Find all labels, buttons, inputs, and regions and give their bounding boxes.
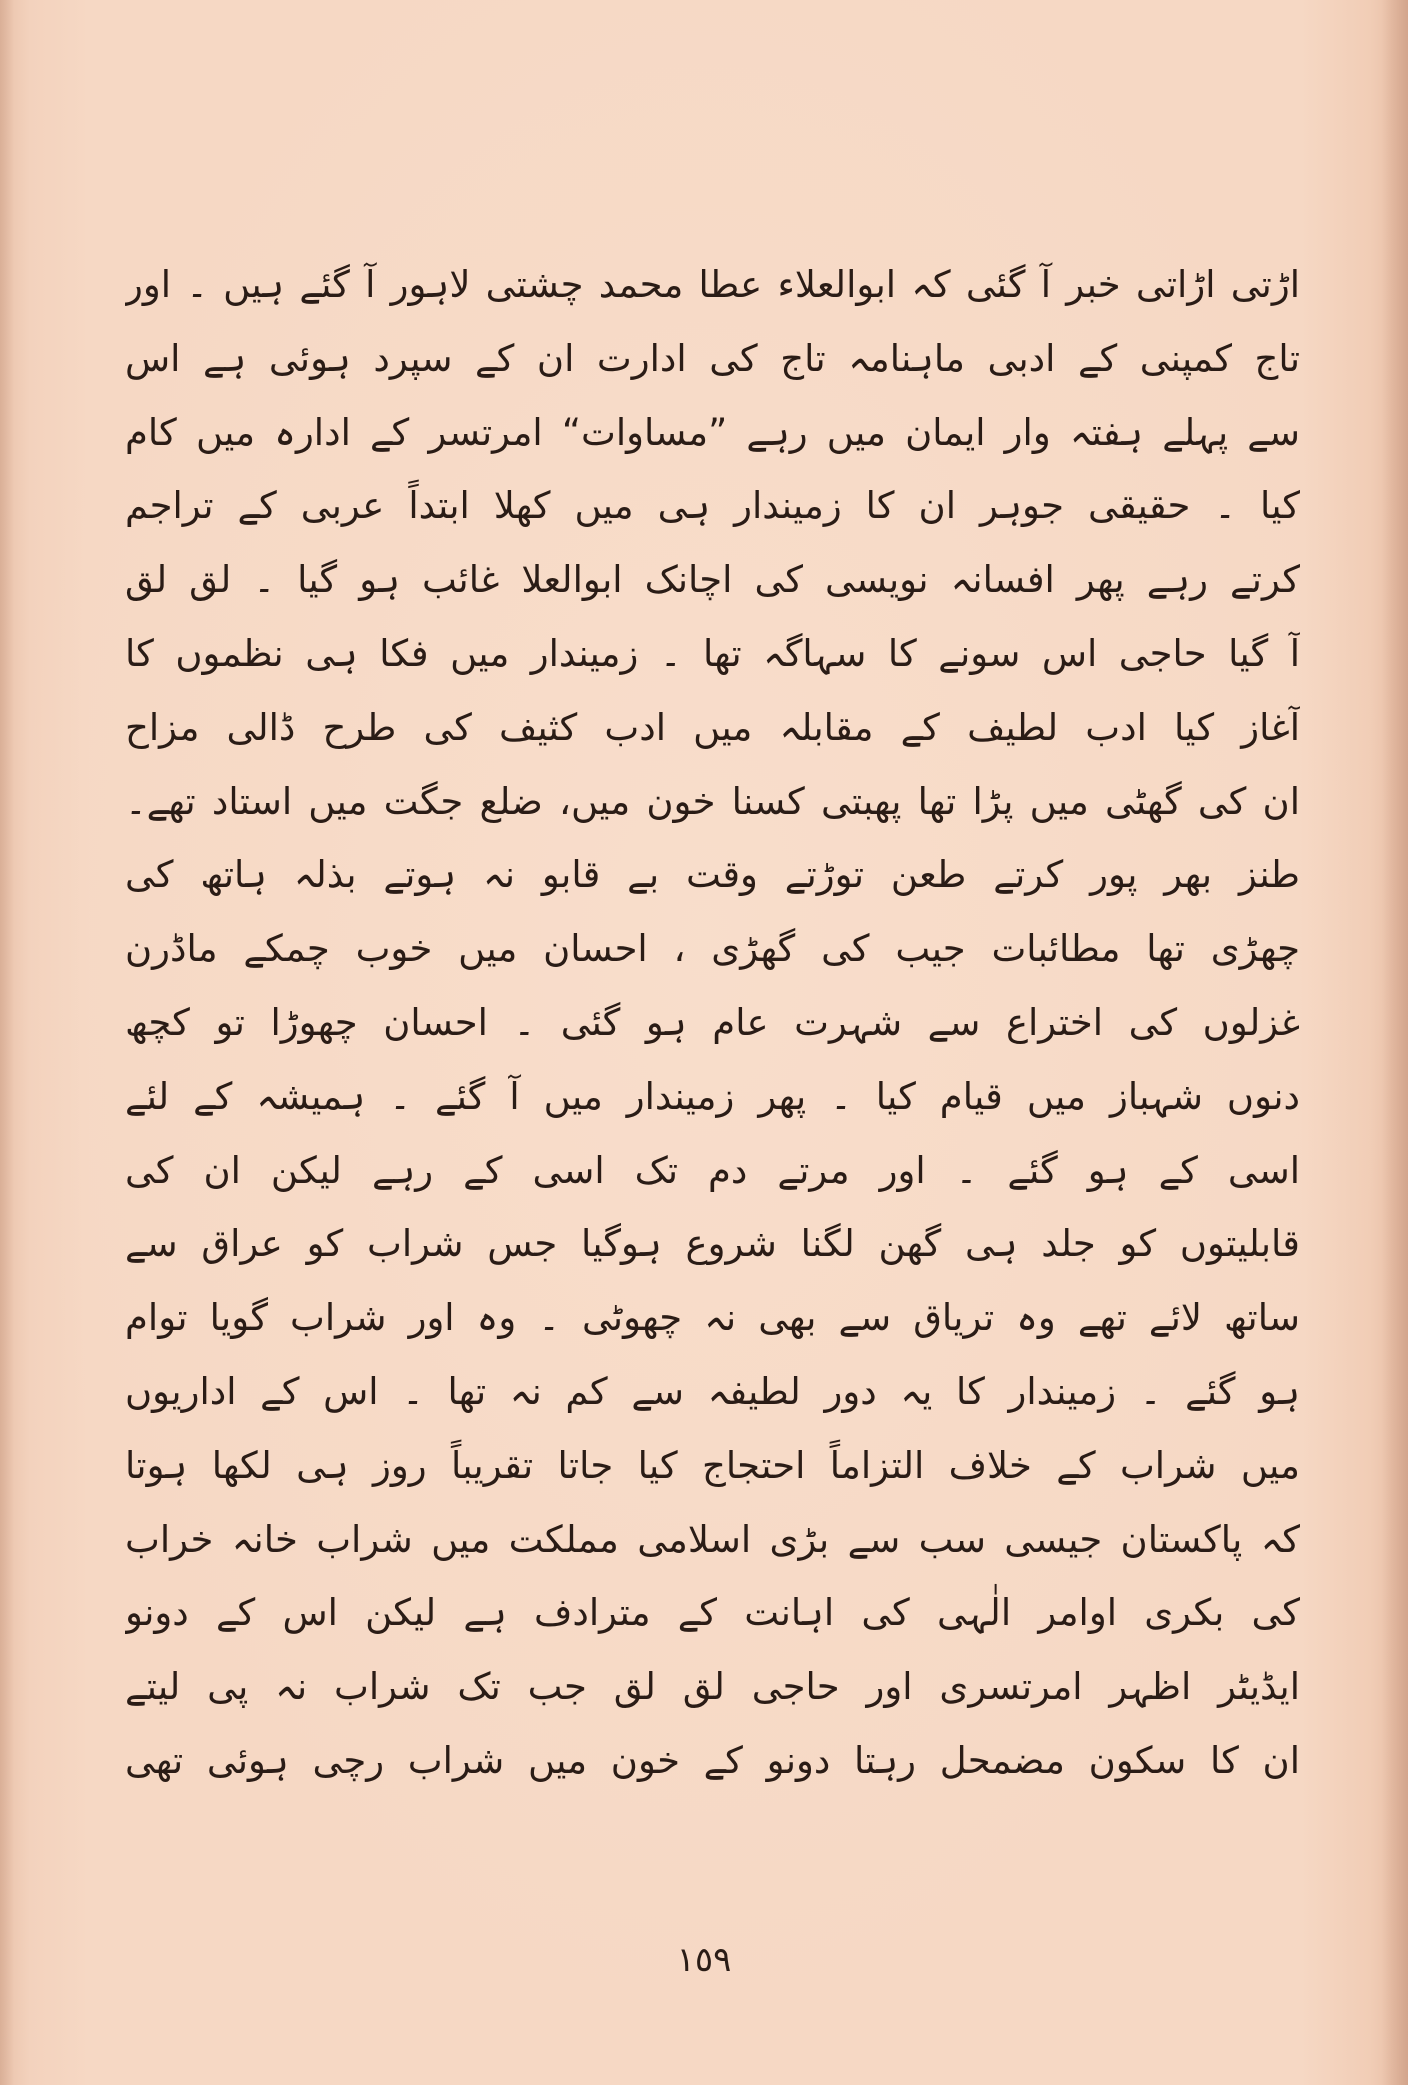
text-line: کہ پاکستان جیسی سب سے بڑی اسلامی مملکت میں شراب خانہ خراب — [125, 1517, 1300, 1561]
text-line: اڑتی اڑاتی خبر آ گئی کہ ابوالعلاء عطا محمد چشتی لاہور آ گئے ہیں ۔ اور — [125, 263, 1300, 306]
text-line: آغاز کیا ادب لطیف کے مقابلہ میں ادب کثیف کی طرح ڈالی مزاح — [125, 705, 1300, 749]
text-line: طنز بھر پور کرتے طعن توڑتے وقت بے قابو نہ ہوتے بذلہ ہاتھ کی — [125, 853, 1300, 897]
page-number: ١٥٩ — [676, 1940, 732, 1980]
text-line: سے پہلے ہفتہ وار ایمان میں رہے ”مساوات“ امرتسر کے ادارہ میں کام — [125, 410, 1300, 454]
page-edge-shadow — [0, 0, 14, 2085]
text-line: کیا ۔ حقیقی جوہر ان کا زمیندار ہی میں کھلا ابتداً عربی کے تراجم — [125, 484, 1300, 528]
text-line: ایڈیٹر اظہر امرتسری اور حاجی لق لق جب تک شراب نہ پی لیتے — [125, 1665, 1300, 1709]
text-line: آ گیا حاجی اس سونے کا سہاگہ تھا ۔ زمیندار میں فکا ہی نظموں کا — [125, 631, 1300, 675]
text-line: کرتے رہے پھر افسانہ نویسی کی اچانک ابوالعلا غائب ہو گیا ۔ لق لق — [125, 558, 1300, 602]
text-line: قابلیتوں کو جلد ہی گھن لگنا شروع ہوگیا جس شراب کو عراق سے — [125, 1222, 1300, 1266]
text-line: غزلوں کی اختراع سے شہرت عام ہو گئی ۔ احسان چھوڑا تو کچھ — [125, 1000, 1300, 1044]
text-line: ان کا سکون مضمحل رہتا دونو کے خون میں شراب رچی ہوئی تھی — [125, 1738, 1300, 1782]
text-line: اسی کے ہو گئے ۔ اور مرتے دم تک اسی کے رہے لیکن ان کی — [125, 1148, 1300, 1192]
text-line: میں شراب کے خلاف التزاماً احتجاج کیا جاتا تقریباً روز ہی لکھا ہوتا — [125, 1443, 1300, 1487]
text-line: کی بکری اوامر الٰہی کی اہانت کے مترادف ہے لیکن اس کے دونو — [125, 1591, 1300, 1635]
text-line: چھڑی تھا مطائبات جیب کی گھڑی ، احسان میں خوب چمکے ماڈرن — [125, 927, 1300, 971]
spine-shadow — [1382, 0, 1408, 2085]
text-line: ان کی گھٹی میں پڑا تھا پھبتی کسنا خون میں، ضلع جگت میں استاد تھے۔ — [125, 779, 1300, 823]
text-line: تاج کمپنی کے ادبی ماہنامہ تاج کی ادارت ان کے سپرد ہوئی ہے اس — [125, 336, 1300, 380]
text-line: ساتھ لائے تھے وہ تریاق سے بھی نہ چھوٹی ۔ وہ اور شراب گویا توام — [125, 1296, 1300, 1340]
text-line: دنوں شہباز میں قیام کیا ۔ پھر زمیندار میں آ گئے ۔ ہمیشہ کے لئے — [125, 1074, 1300, 1118]
text-line: ہو گئے ۔ زمیندار کا یہ دور لطیفہ سے کم نہ تھا ۔ اس کے اداریوں — [125, 1369, 1300, 1413]
body-text — [125, 248, 1300, 1798]
